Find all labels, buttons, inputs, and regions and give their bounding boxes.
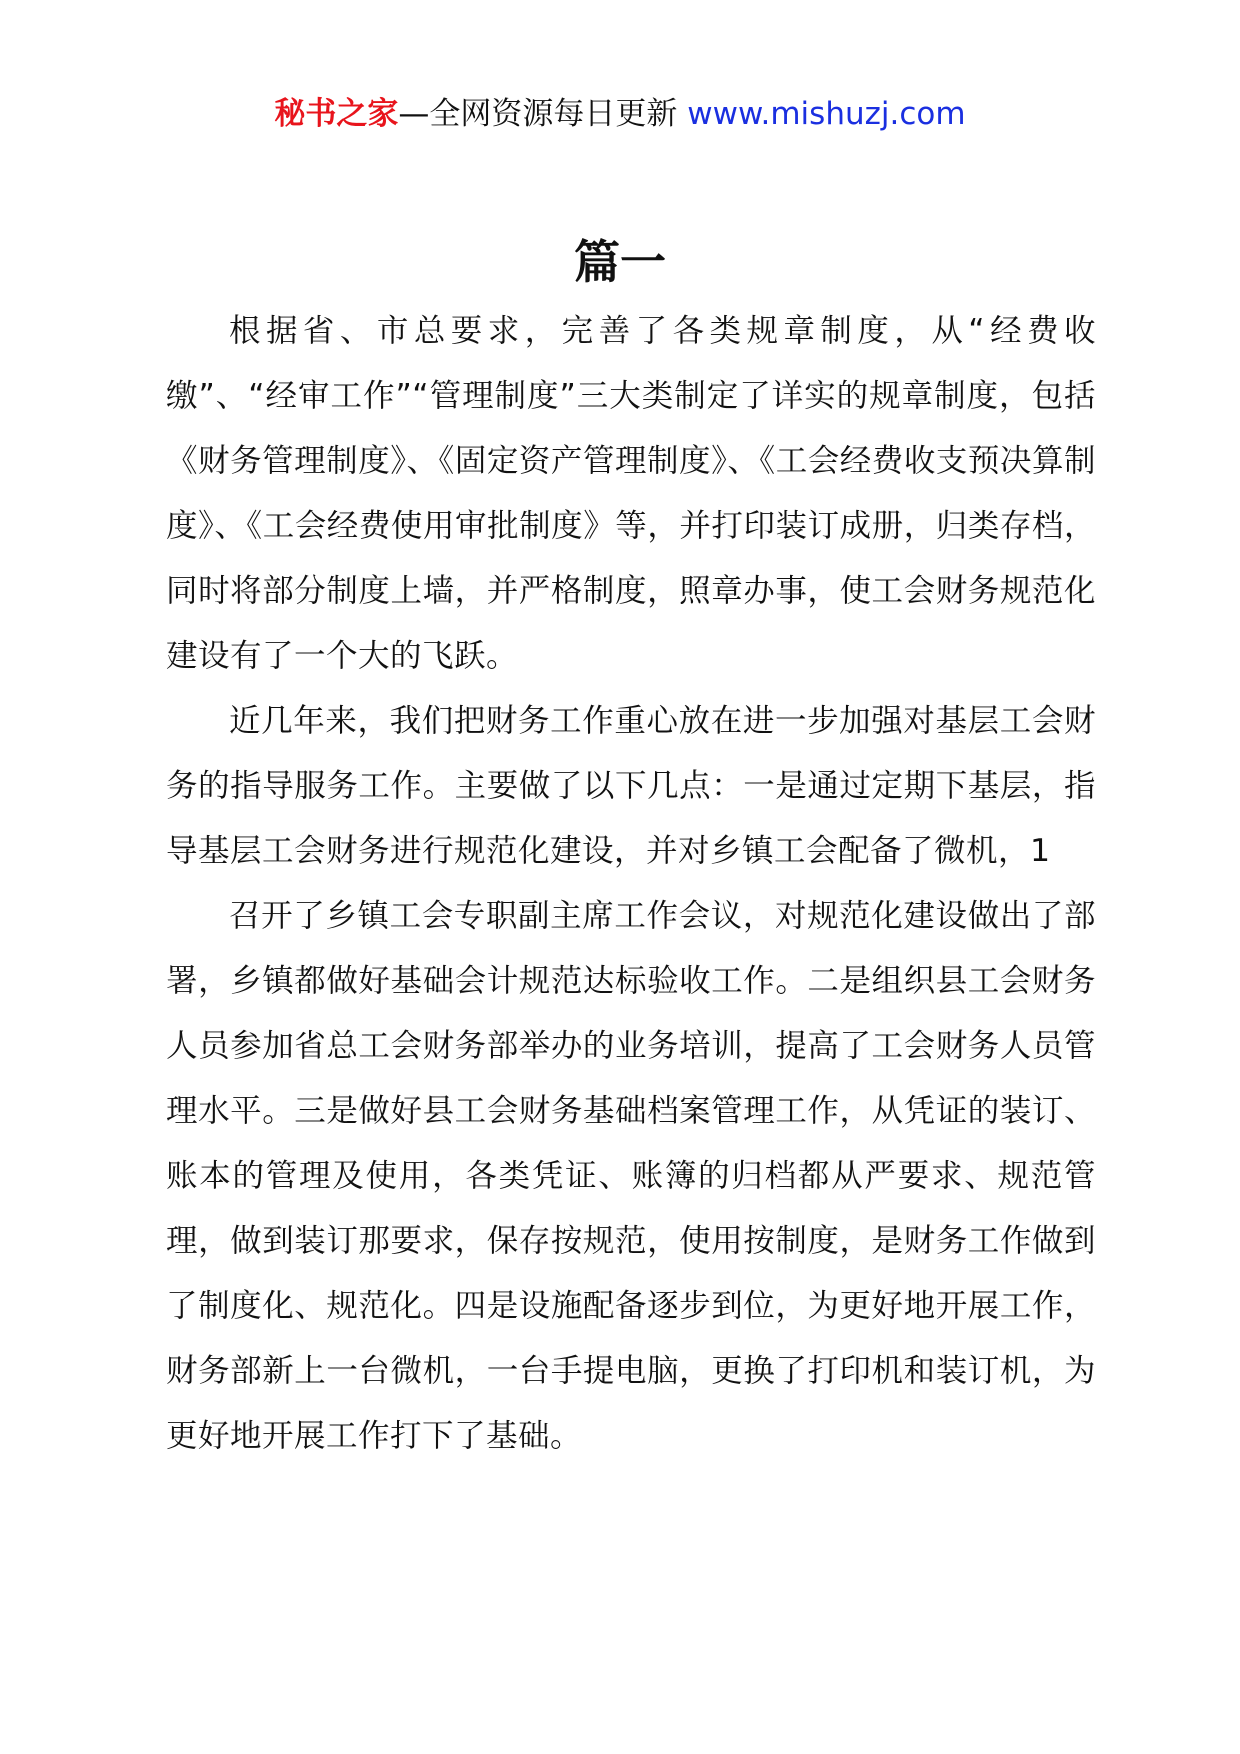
document-body <box>166 299 1096 1469</box>
page-header <box>0 94 1240 134</box>
brand-name: 秘书之家 <box>274 96 399 132</box>
header-tagline: —全网资源每日更新 <box>398 96 678 132</box>
site-url-link[interactable]: www.mishuzj.com <box>687 96 966 132</box>
document-title: 篇一 <box>574 235 666 289</box>
paragraph-3: 召开了乡镇工会专职副主席工作会议，对规范化建设做出了部署，乡镇都做好基础会计规范达标验收工作。二是组织县工会财务人员参加省总工会财务部举办的业务培训，提高了工会财务人员管理水平。三是做好县工会财务基础档案管理工作，从凭证的装订、账本的管理及使用，各类凭证、账簿的归档都从严要求、规范管理，做到装订那要求，保存按规范，使用按制度，是财务工作做到了制度化、规范化。四是设施配备逐步到位，为更好地开展工作，财务部新上一台微机，一台手提电脑，更换了打印机和装订机，为更好地开展工作打下了基础。 <box>166 898 1096 1454</box>
paragraph-2: 近几年来，我们把财务工作重心放在进一步加强对基层工会财务的指导服务工作。主要做了以下几点：一是通过定期下基层，指导基层工会财务进行规范化建设，并对乡镇工会配备了微机，1 <box>166 703 1096 869</box>
paragraph-1: 根据省、市总要求，完善了各类规章制度，从“经费收缴”、“经审工作”“管理制度”三大类制定了详实的规章制度，包括《财务管理制度》、《固定资产管理制度》、《工会经费收支预决算制度》、《工会经费使用审批制度》等，并打印装订成册，归类存档，同时将部分制度上墙，并严格制度，照章办事，使工会财务规范化建设有了一个大的飞跃。 <box>166 313 1096 674</box>
